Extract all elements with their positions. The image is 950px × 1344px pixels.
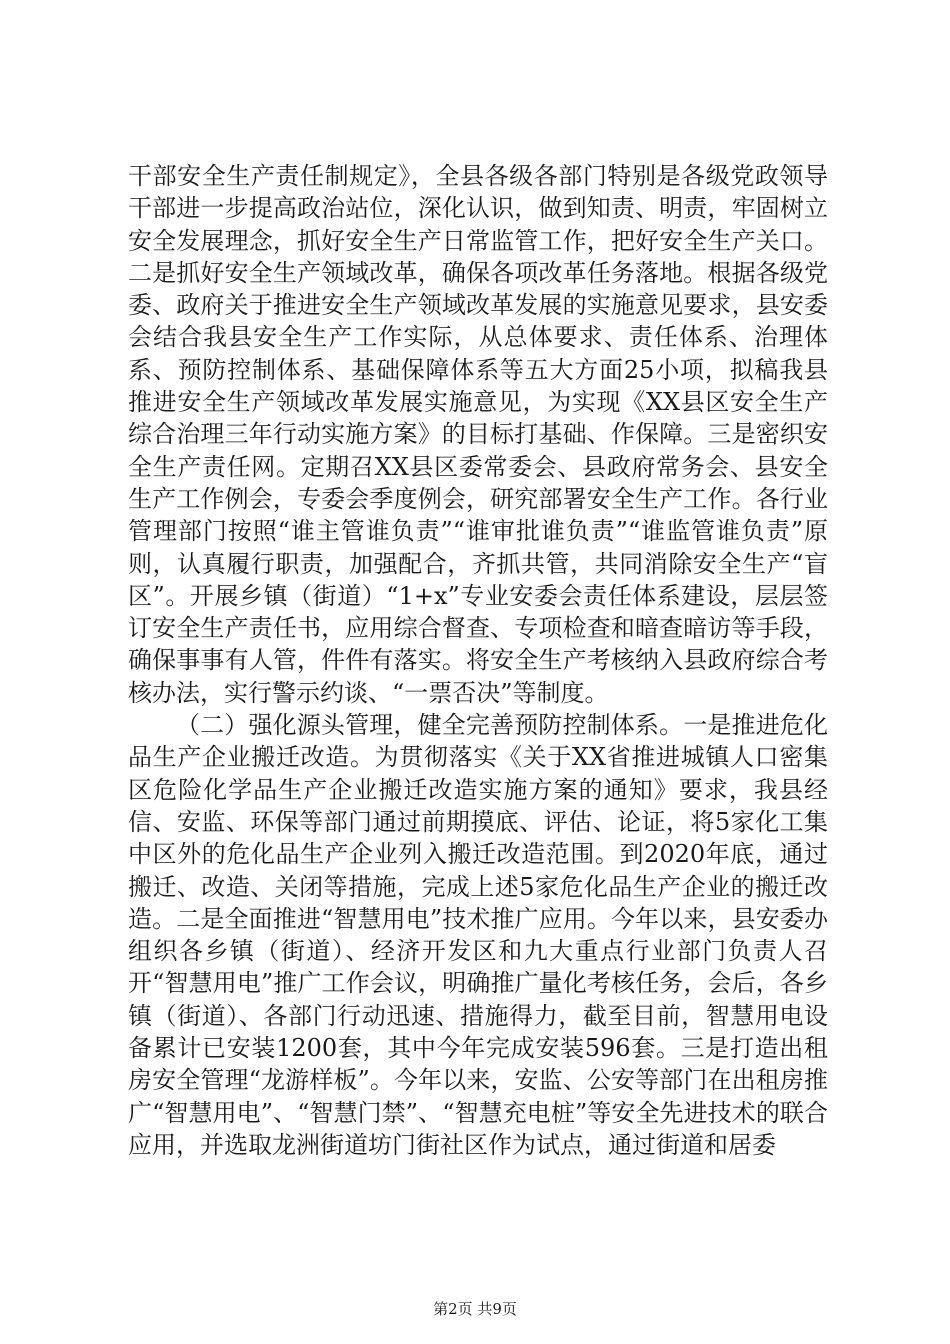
document-body (128, 160, 828, 1161)
paragraph-section-two: （二）强化源头管理，健全完善预防控制体系。一是推进危化品生产企业搬迁改造。为贯彻落实《关于XX省推进城镇人口密集区危险化学品生产企业搬迁改造实施方案的通知》要求，我县经信、安监、环保等部门通过前期摸底、评估、论证，将5家化工集中区外的危化品生产企业列入搬迁改造范围。到2020年底，通过搬迁、改造、关闭等措施，完成上述5家危化品生产企业的搬迁改造。二是全面推进“智慧用电”技术推广应用。今年以来，县安委办组织各乡镇（街道）、经济开发区和九大重点行业部门负责人召开“智慧用电”推广工作会议，明确推广量化考核任务，会后，各乡镇（街道）、各部门行动迅速、措施得力，截至目前，智慧用电设备累计已安装1200套，其中今年完成安装596套。三是打造出租房安全管理“龙游样板”。今年以来，安监、公安等部门在出租房推广“智慧用电”、“智慧门禁”、“智慧充电桩”等安全先进技术的联合应用，并选取龙洲街道坊门街社区作为试点，通过街道和居委 (128, 711, 828, 1159)
page-number-footer: 第2页 共9页 (433, 1300, 517, 1318)
paragraph-continuation: 干部安全生产责任制规定》，全县各级各部门特别是各级党政领导干部进一步提高政治站位，深化认识，做到知责、明责，牢固树立安全发展理念，抓好安全生产日常监管工作，把好安全生产关口。二是抓好安全生产领域改革，确保各项改革任务落地。根据各级党委、政府关于推进安全生产领域改革发展的实施意见要求，县安委会结合我县安全生产工作实际，从总体要求、责任体系、治理体系、预防控制体系、基础保障体系等五大方面25小项，拟稿我县推进安全生产领域改革发展实施意见，为实现《XX县区安全生产综合治理三年行动实施方案》的目标打基础、作保障。三是密织安全生产责任网。定期召XX县区委常委会、县政府常务会、县安全生产工作例会，专委会季度例会，研究部署安全生产工作。各行业管理部门按照“谁主管谁负责”“谁审批谁负责”“谁监管谁负责”原则，认真履行职责，加强配合，齐抓共管，共同消除安全生产“盲区”。开展乡镇（街道）“1+x”专业安委会责任体系建设，层层签订安全生产责任书，应用综合督查、专项检查和暗查暗访等手段，确保事事有人管，件件有落实。将安全生产考核纳入县政府综合考核办法，实行警示约谈、“一票否决”等制度。 (128, 162, 828, 707)
